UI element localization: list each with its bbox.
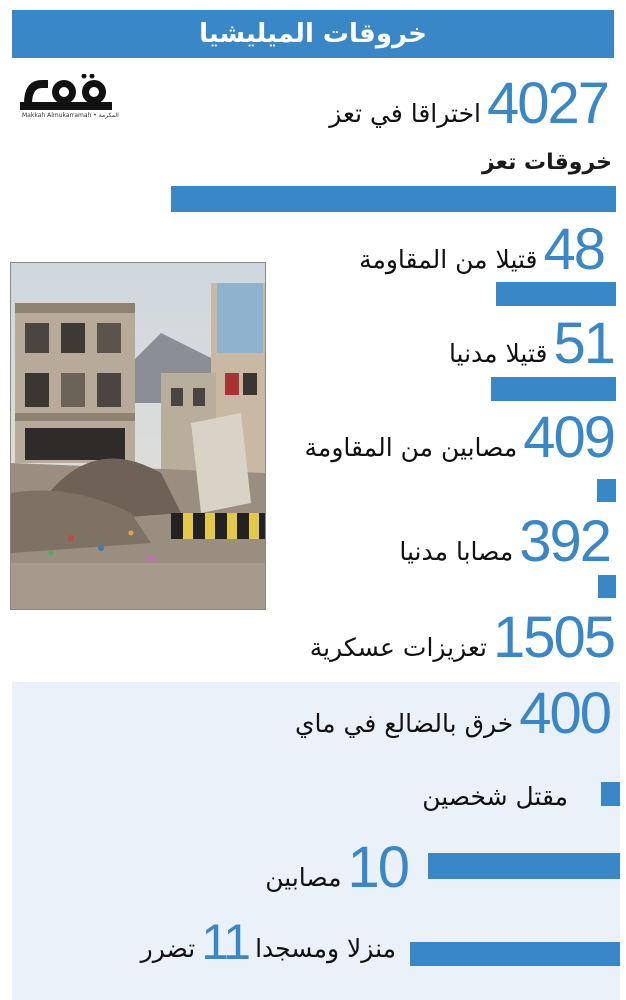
- stat-number: 51: [553, 311, 614, 376]
- stat-label: تعزيزات عسكرية: [309, 633, 487, 663]
- stat-label: قتيلا مدنيا: [448, 339, 548, 369]
- stat-resistance-injured: [304, 405, 614, 470]
- stat-label: تضرر: [140, 934, 196, 963]
- page-title: خروقات الميليشيا: [12, 10, 614, 58]
- stat-number: 4027: [486, 71, 608, 136]
- stat-bar: [597, 479, 616, 502]
- section-subheading: خروقات تعز: [481, 150, 612, 175]
- stat-dhale-violations: [294, 681, 610, 746]
- stat-label: قتيلا من المقاومة: [359, 245, 538, 275]
- stat-label: منزلا ومسجدا: [255, 934, 396, 963]
- stat-label: خرق بالضالع في ماي: [294, 709, 514, 739]
- stat-bar: [601, 782, 620, 806]
- stat-bar: [428, 853, 620, 879]
- stat-dhale-injured: [265, 835, 408, 900]
- stat-bar: [598, 575, 616, 598]
- stat-incursions: [329, 71, 608, 136]
- stat-military-reinforcements: [309, 605, 614, 670]
- stat-bar: [496, 282, 616, 306]
- stat-civilians-injured: [399, 509, 610, 574]
- stat-number: 10: [347, 835, 408, 900]
- stat-label: مصابين: [265, 863, 342, 893]
- stat-civilians-killed: [448, 311, 614, 376]
- logo-tagline: Makkah Almukarramah • المكرمة: [22, 112, 119, 119]
- war-damage-photo: [10, 262, 266, 610]
- stat-dhale-killed: [422, 784, 574, 809]
- stat-bar: [410, 942, 620, 966]
- stat-label: مصابا مدنيا: [399, 537, 514, 567]
- stat-number: 409: [523, 405, 614, 470]
- stat-label: اختراقا في تعز: [329, 99, 481, 129]
- stat-number: 400: [519, 681, 610, 746]
- stat-number: 1505: [492, 605, 614, 670]
- stat-label: مقتل شخصين: [422, 782, 568, 811]
- stat-number: 11: [201, 914, 250, 970]
- stat-resistance-killed: [359, 217, 604, 282]
- stat-number: 392: [519, 509, 610, 574]
- stat-bar: [491, 377, 616, 401]
- stat-dhale-damaged: [140, 914, 402, 970]
- stat-label: مصابين من المقاومة: [304, 433, 518, 463]
- stat-bar: [171, 186, 616, 212]
- stat-number: 48: [543, 217, 604, 282]
